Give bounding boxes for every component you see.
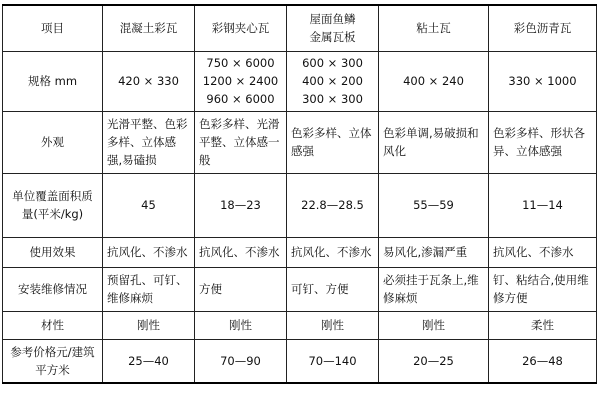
table-row-mass [3,173,597,237]
table-cell: 可钉、方便 [287,267,379,311]
table-row-spec [3,51,597,111]
table-cell: 柔性 [489,311,597,339]
table-cell: 钉、粘结合,使用维修方便 [489,267,597,311]
table-cell: 45 [103,173,195,237]
row-label-appearance: 外观 [3,111,103,173]
table-row-price [3,339,597,383]
table-cell: 25—40 [103,339,195,383]
table-cell: 色彩多样、光滑平整、立体感一般 [195,111,287,173]
table-row-appearance [3,111,597,173]
row-label-effect: 使用效果 [3,237,103,267]
table-cell: 色彩多样、立体感强 [287,111,379,173]
header-metal-scale-tile: 屋面鱼鳞 金属瓦板 [287,5,379,51]
header-asphalt-tile: 彩色沥青瓦 [489,5,597,51]
comparison-table-container [2,4,597,384]
table-row-material [3,311,597,339]
row-label-installation: 安装维修情况 [3,267,103,311]
table-cell: 刚性 [195,311,287,339]
table-cell: 刚性 [103,311,195,339]
table-cell: 26—48 [489,339,597,383]
header-steel-sandwich-tile: 彩钢夹心瓦 [195,5,287,51]
table-cell: 70—90 [195,339,287,383]
row-label-price: 参考价格元/建筑平方米 [3,339,103,383]
table-cell: 18—23 [195,173,287,237]
table-cell: 色彩单调,易破损和风化 [379,111,489,173]
table-cell: 11—14 [489,173,597,237]
table-cell: 330 × 1000 [489,51,597,111]
table-cell: 抗风化、不渗水 [287,237,379,267]
table-row-installation [3,267,597,311]
table-cell: 22.8—28.5 [287,173,379,237]
table-header-row [3,5,597,51]
table-cell: 光滑平整、色彩多样、立体感强,易磕损 [103,111,195,173]
row-label-spec: 规格 mm [3,51,103,111]
table-cell: 方便 [195,267,287,311]
table-cell: 420 × 330 [103,51,195,111]
table-cell: 刚性 [287,311,379,339]
table-cell: 易风化,渗漏严重 [379,237,489,267]
roof-tile-comparison-table [2,4,597,384]
table-cell: 400 × 240 [379,51,489,111]
table-cell: 预留孔、可钉、维修麻烦 [103,267,195,311]
table-cell: 抗风化、不渗水 [489,237,597,267]
table-cell: 750 × 6000 1200 × 2400 960 × 6000 [195,51,287,111]
row-label-material: 材性 [3,311,103,339]
table-cell: 刚性 [379,311,489,339]
header-clay-tile: 粘土瓦 [379,5,489,51]
table-cell: 55—59 [379,173,489,237]
table-cell: 色彩多样、形状各异、立体感强 [489,111,597,173]
table-cell: 抗风化、不渗水 [103,237,195,267]
table-cell: 600 × 300 400 × 200 300 × 300 [287,51,379,111]
table-cell: 必须挂于瓦条上,维修麻烦 [379,267,489,311]
table-cell: 20—25 [379,339,489,383]
table-cell: 70—140 [287,339,379,383]
table-cell: 抗风化、不渗水 [195,237,287,267]
table-row-effect [3,237,597,267]
header-concrete-tile: 混凝土彩瓦 [103,5,195,51]
row-label-mass: 单位覆盖面积质量(平米/kg) [3,173,103,237]
header-item: 项目 [3,5,103,51]
